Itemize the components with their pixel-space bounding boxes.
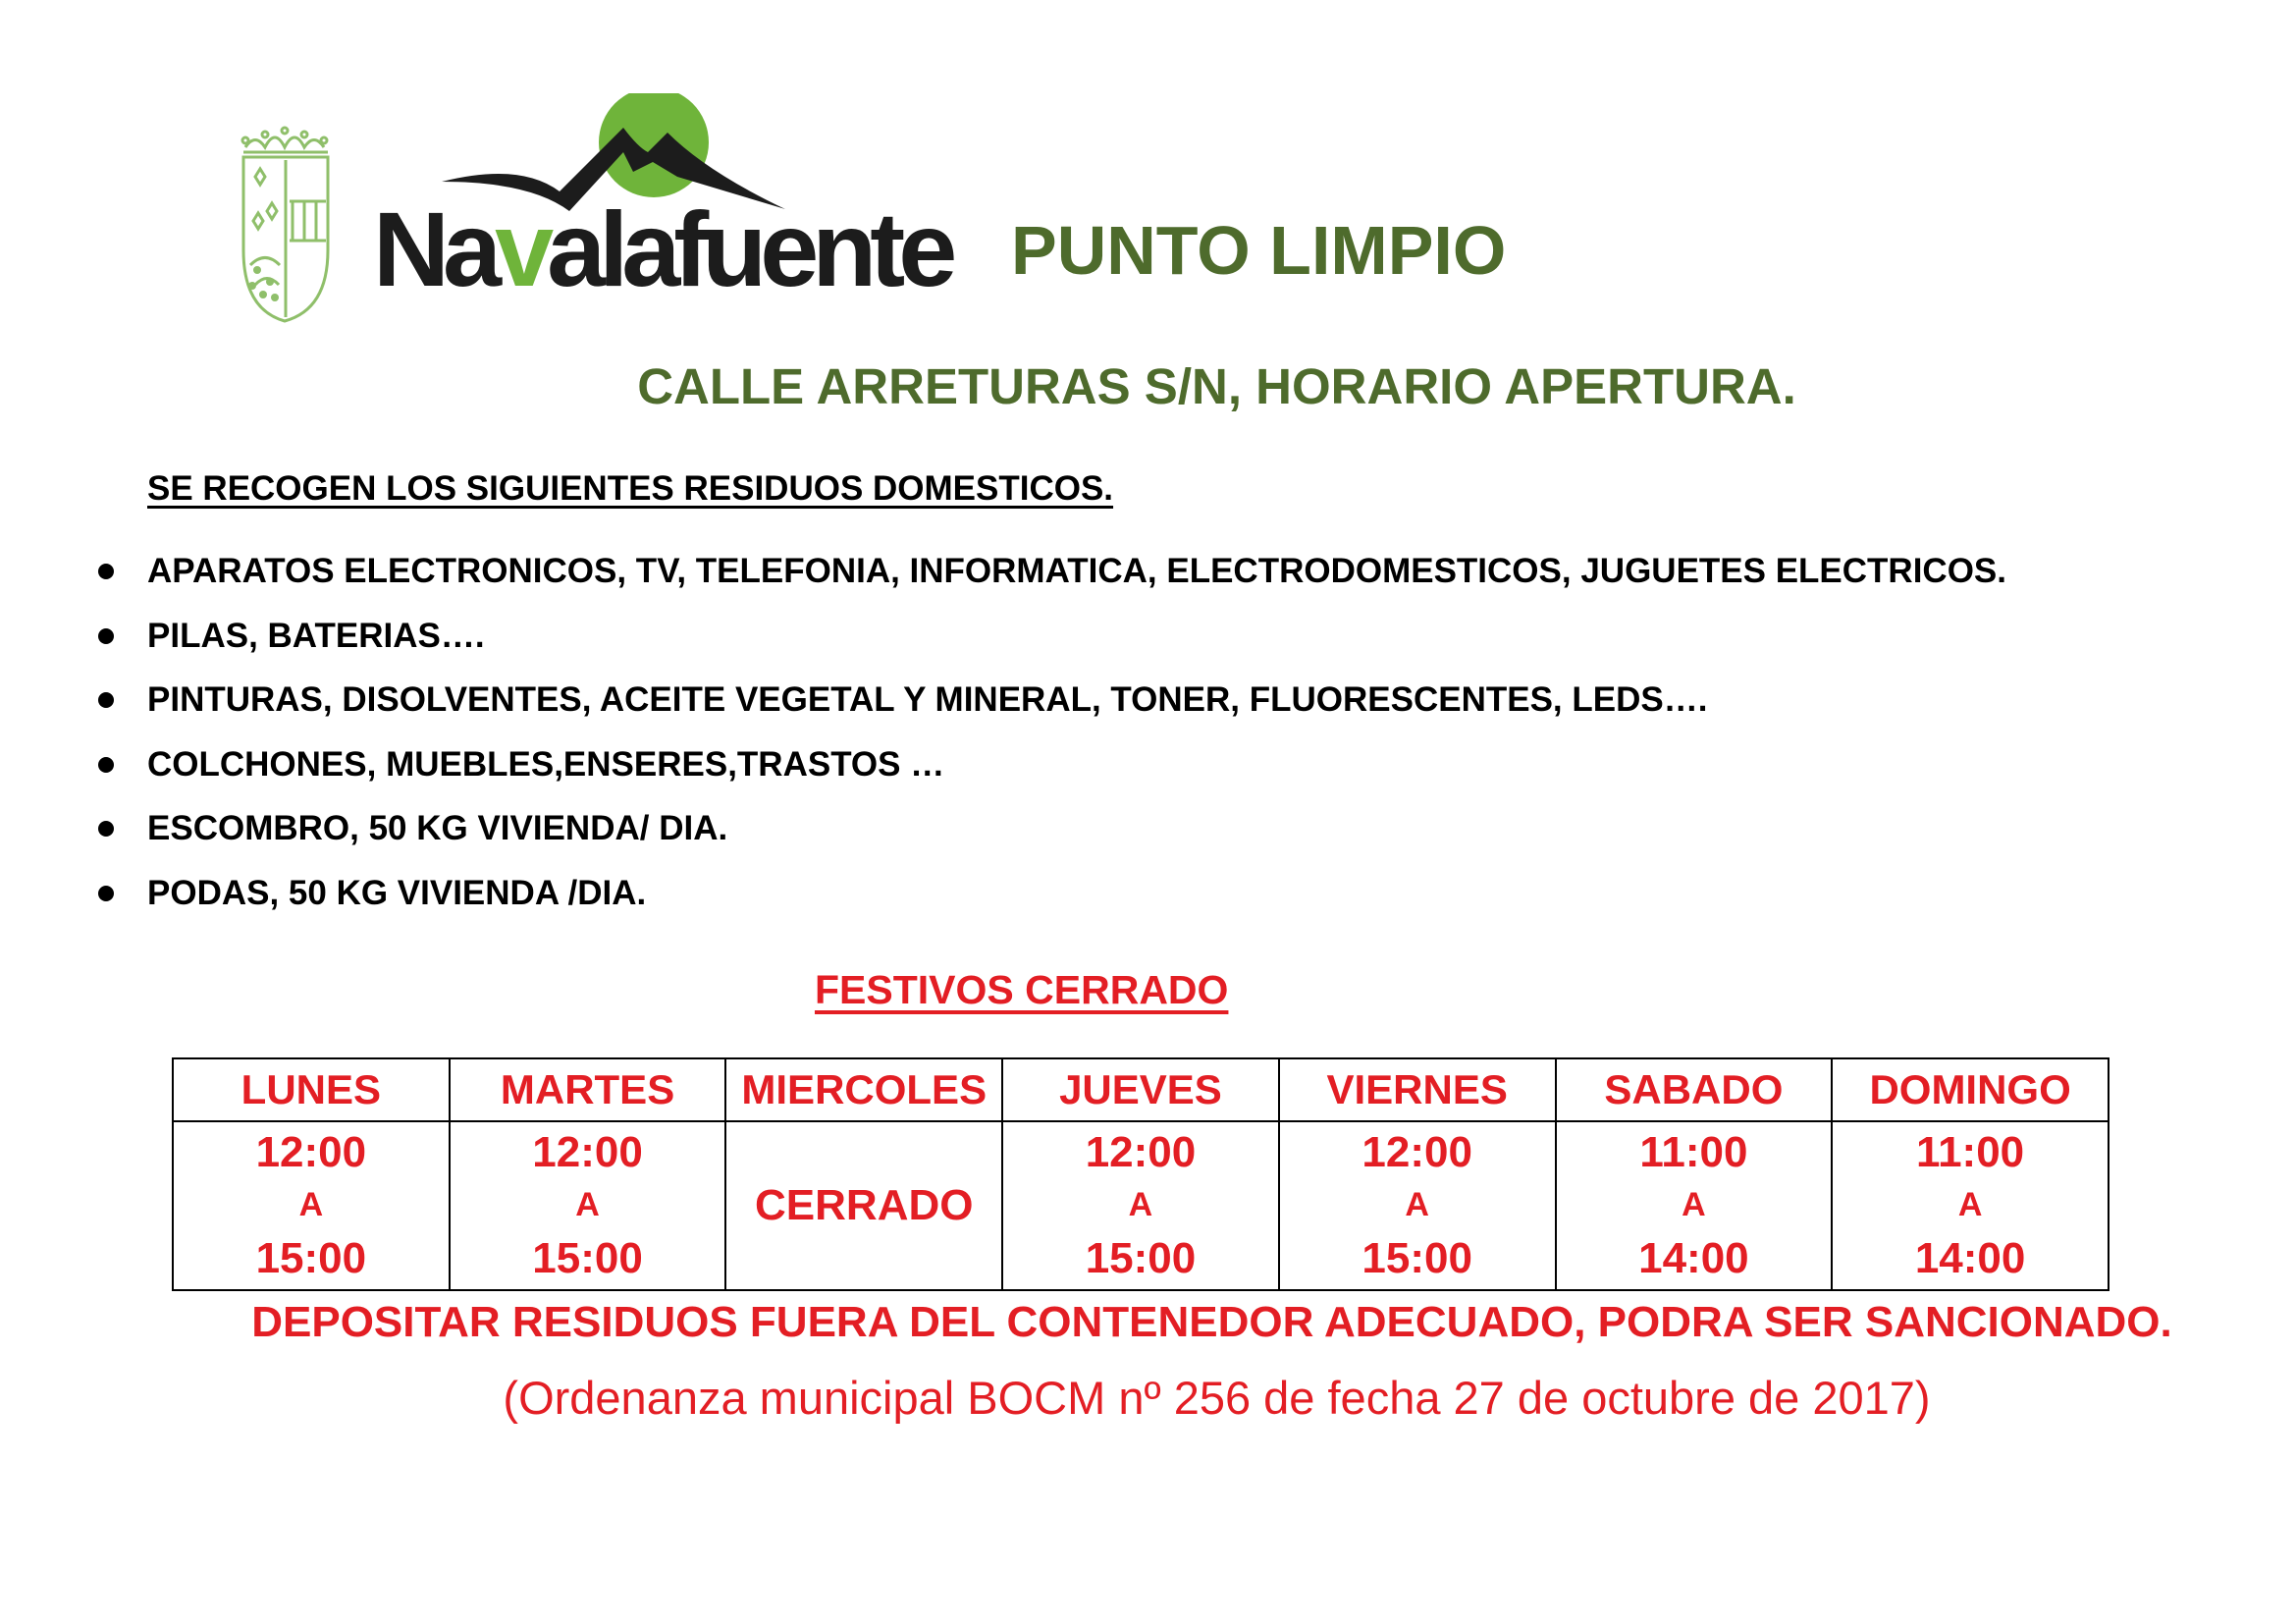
list-item-text: PILAS, BATERIAS…. <box>147 616 485 655</box>
hours-cell <box>450 1121 726 1290</box>
close-time: 15:00 <box>255 1234 367 1282</box>
ordinance-reference: (Ordenanza municipal BOCM nº 256 de fecha 27 de octubre de 2017) <box>503 1372 1931 1424</box>
close-time: 15:00 <box>532 1234 643 1282</box>
hours-cell <box>1556 1121 1833 1290</box>
close-time: 14:00 <box>1638 1234 1749 1282</box>
open-time: 12:00 <box>1085 1128 1197 1176</box>
open-time: 12:00 <box>255 1128 367 1176</box>
list-item-text: COLCHONES, MUEBLES,ENSERES,TRASTOS … <box>147 744 945 784</box>
day-header: DOMINGO <box>1832 1058 2109 1121</box>
page-title: PUNTO LIMPIO <box>1011 212 1507 289</box>
sanction-warning: DEPOSITAR RESIDUOS FUERA DEL CONTENEDOR ADECUADO, PODRA SER SANCIONADO. <box>251 1298 2172 1346</box>
opening-hours-table <box>172 1057 2109 1291</box>
hours-cell <box>173 1121 450 1290</box>
hours-cell <box>1002 1121 1279 1290</box>
day-header: JUEVES <box>1002 1058 1279 1121</box>
list-item-text: PODAS, 50 KG VIVIENDA /DIA. <box>147 873 647 912</box>
list-item-text: ESCOMBRO, 50 KG VIVIENDA/ DIA. <box>147 809 728 847</box>
day-header: VIERNES <box>1279 1058 1556 1121</box>
day-header: SABADO <box>1556 1058 1833 1121</box>
list-item-text: PINTURAS, DISOLVENTES, ACEITE VEGETAL Y MINERAL, TONER, FLUORESCENTES, LEDS…. <box>147 680 1708 719</box>
bullet-icon <box>98 564 114 579</box>
bullet-icon <box>98 692 114 708</box>
brand-name-part: alafuente <box>547 189 951 308</box>
bullet-icon <box>98 886 114 901</box>
close-time: 15:00 <box>1085 1234 1197 1282</box>
brand-name-part: Na <box>373 189 496 308</box>
table-header-row <box>173 1058 2109 1121</box>
close-time: 14:00 <box>1914 1234 2026 1282</box>
time-separator: A <box>1128 1186 1153 1223</box>
list-item-text: APARATOS ELECTRONICOS, TV, TELEFONIA, INFORMATICA, ELECTRODOMESTICOS, JUGUETES ELECTRICOS. <box>147 552 2006 590</box>
time-separator: A <box>1957 1186 1983 1223</box>
navalafuente-logo <box>236 93 951 329</box>
day-header: MIERCOLES <box>725 1058 1002 1121</box>
open-time: 12:00 <box>532 1128 643 1176</box>
bullet-icon <box>98 628 114 644</box>
waste-section-heading: SE RECOGEN LOS SIGUIENTES RESIDUOS DOMESTICOS. <box>147 469 1114 508</box>
time-separator: A <box>298 1186 324 1223</box>
table-row <box>173 1121 2109 1290</box>
holidays-closed-note: FESTIVOS CERRADO <box>815 967 1229 1012</box>
open-time: 11:00 <box>1639 1128 1748 1176</box>
brand-name-accent-letter: v <box>495 189 548 308</box>
address-subtitle: CALLE ARRETURAS S/N, HORARIO APERTURA. <box>637 358 1796 414</box>
bullet-icon <box>98 757 114 773</box>
hours-cell <box>1832 1121 2109 1290</box>
closed-label: CERRADO <box>755 1181 974 1229</box>
open-time: 11:00 <box>1916 1128 2025 1176</box>
close-time: 15:00 <box>1362 1234 1472 1282</box>
day-header: LUNES <box>173 1058 450 1121</box>
hours-cell <box>725 1121 1002 1290</box>
hours-cell <box>1279 1121 1556 1290</box>
brand-name <box>373 189 951 308</box>
open-time: 12:00 <box>1362 1128 1472 1176</box>
time-separator: A <box>1682 1186 1706 1223</box>
day-header: MARTES <box>450 1058 726 1121</box>
time-separator: A <box>1405 1186 1429 1223</box>
bullet-icon <box>98 821 114 837</box>
time-separator: A <box>575 1186 600 1223</box>
